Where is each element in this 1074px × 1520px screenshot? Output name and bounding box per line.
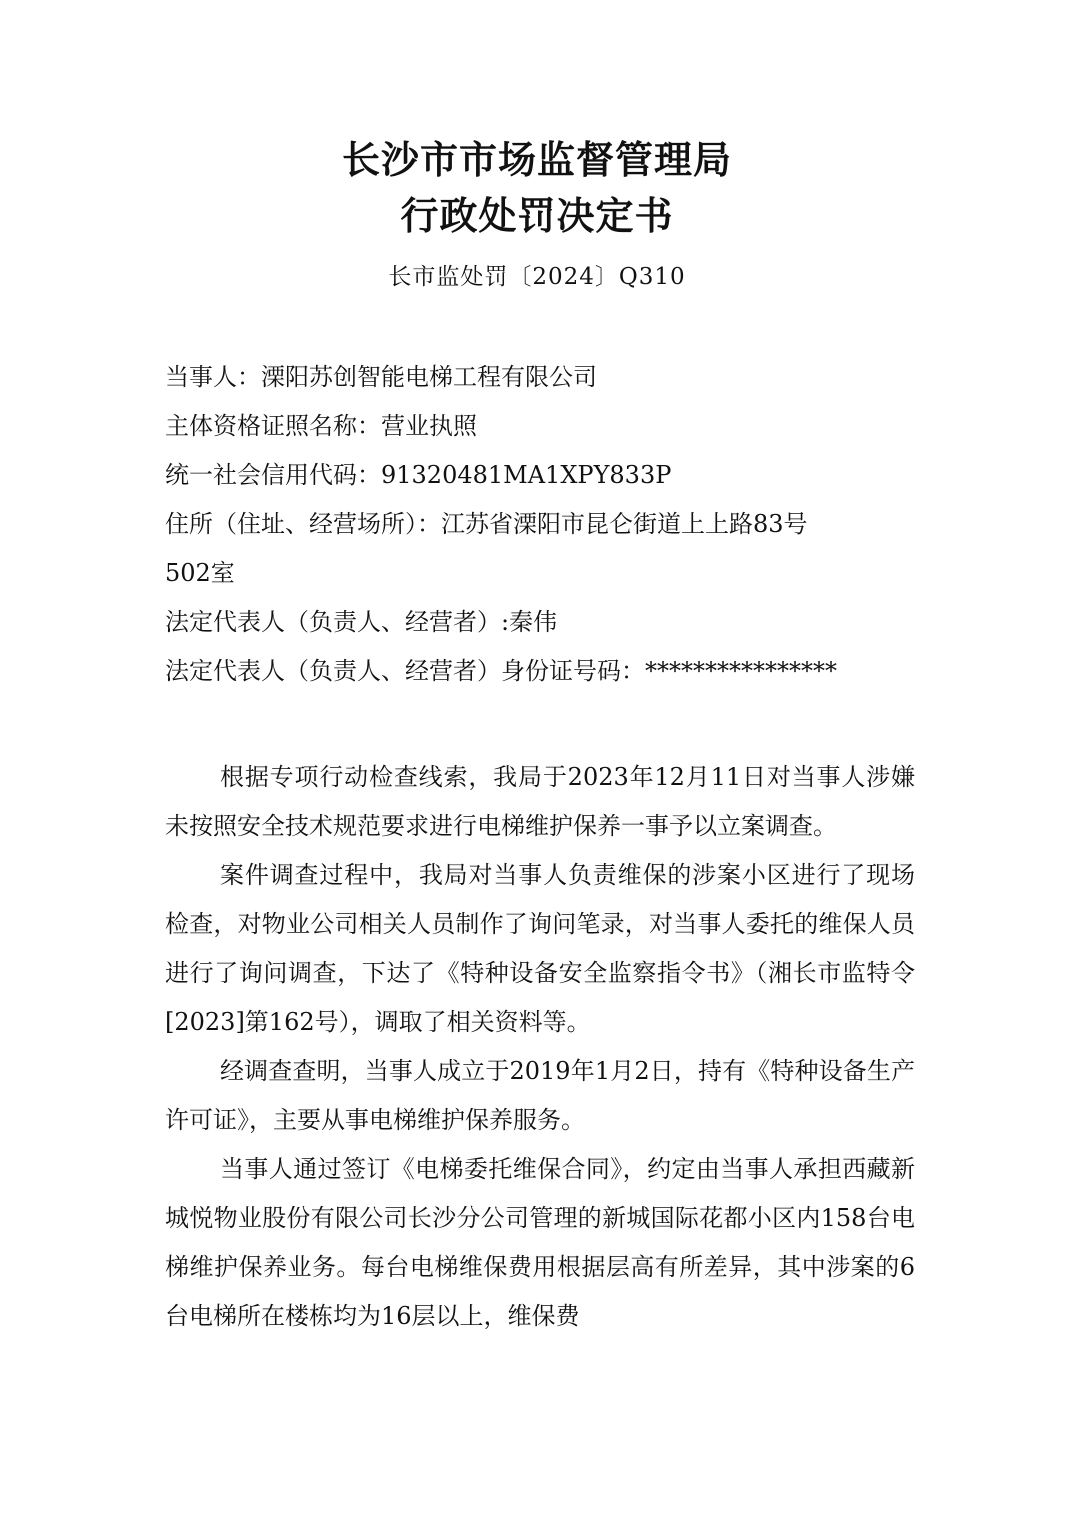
document-title-type: 行政处罚决定书: [400, 194, 674, 238]
legal-representative: 法定代表人（负责人、经营者）:秦伟: [165, 608, 558, 636]
address-line-2: 502室: [165, 559, 235, 587]
party-name: 当事人：溧阳苏创智能电梯工程有限公司: [165, 363, 597, 391]
paragraph-findings: 经调查查明，当事人成立于2019年1月2日，持有《特种设备生产许可证》，主要从事电梯维护保养服务。: [165, 1057, 915, 1134]
paragraph-investigation: 案件调查过程中，我局对当事人负责维保的涉案小区进行了现场检查，对物业公司相关人员制作了询问笔录，对当事人委托的维保人员进行了询问调查，下达了《特种设备安全监察指令书》（湘长市监特令[2023]第162号），调取了相关资料等。: [165, 861, 915, 1036]
address-line-1: 住所（住址、经营场所）：江苏省溧阳市昆仑街道上上路83号: [165, 510, 808, 538]
decision-body: [165, 753, 915, 1341]
paragraph-contract: 当事人通过签订《电梯委托维保合同》，约定由当事人承担西藏新城悦物业股份有限公司长沙分公司管理的新城国际花都小区内158台电梯维护保养业务。每台电梯维保费用根据层高有所差异，其中涉案的6台电梯所在楼栋均为16层以上，维保费: [165, 1155, 915, 1330]
document-title-agency: 长沙市市场监督管理局: [341, 138, 732, 182]
paragraph-case-opening: 根据专项行动检查线索，我局于2023年12月11日对当事人涉嫌未按照安全技术规范要求进行电梯维护保养一事予以立案调查。: [165, 763, 915, 840]
legal-representative-id: 法定代表人（负责人、经营者）身份证号码：****************: [165, 657, 837, 685]
credit-code: 统一社会信用代码：91320481MA1XPY833P: [165, 461, 672, 489]
document-number: 长市监处罚〔2024〕Q310: [388, 264, 686, 290]
license-name: 主体资格证照名称：营业执照: [165, 412, 477, 440]
